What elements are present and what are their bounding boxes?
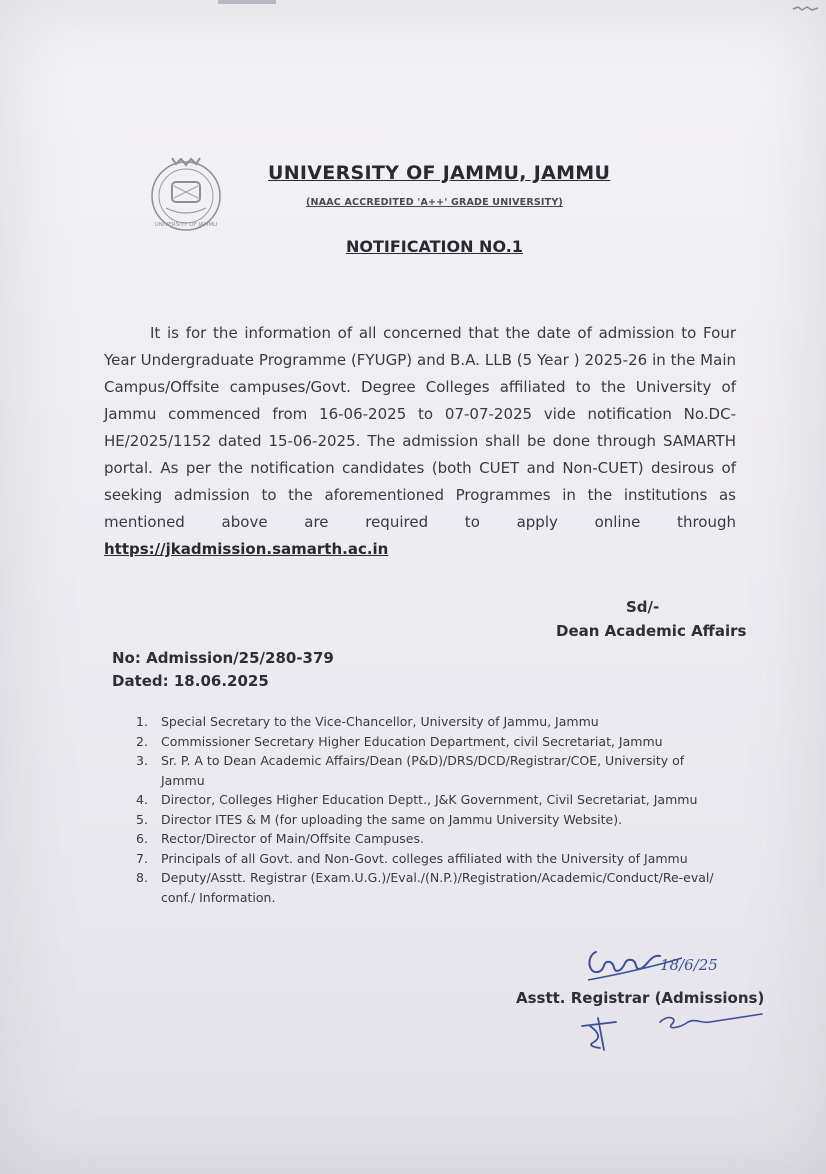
signed-mark: Sd/- bbox=[626, 598, 660, 616]
registrar-designation: Asstt. Registrar (Admissions) bbox=[516, 989, 765, 1007]
list-item: 6. Rector/Director of Main/Offsite Campuses. bbox=[136, 831, 424, 846]
notification-title: NOTIFICATION NO.1 bbox=[346, 237, 523, 256]
list-item: 8. Deputy/Asstt. Registrar (Exam.U.G.)/Eval./(N.P.)/Registration/Academic/Conduct/Re-eval/ conf./ Information. bbox=[136, 870, 714, 905]
body-paragraph: It is for the information of all concerned that the date of admission to Four Year Undergraduate Programme (FYUGP) and B.A. LLB (5 Year ) 2025-26 in the Main Campus/Offsite campuses/Govt. Degree Colleges affiliated to the University of Jammu commenced from 16-06-2025 to 07-07-2025 vide notification No.DC-HE/2025/1152 dated 15-06-2025. The admission shall be done through SAMARTH portal. As per the notification candidates (both CUET and Non-CUET) desirous of seeking admission to the aforementioned Programmes in the institutions as mentioned above are required to apply online through bbox=[104, 324, 736, 531]
copy-to-list bbox=[136, 712, 726, 907]
admission-portal-link[interactable]: https://jkadmission.samarth.ac.in bbox=[104, 540, 389, 558]
accreditation-line: (NAAC ACCREDITED 'A++' GRADE UNIVERSITY) bbox=[306, 197, 563, 208]
top-edge-mark bbox=[218, 0, 276, 5]
signatory-designation: Dean Academic Affairs bbox=[556, 622, 747, 640]
university-title: UNIVERSITY OF JAMMU, JAMMU bbox=[268, 162, 611, 184]
handwritten-initials bbox=[576, 1010, 766, 1056]
reference-number: No: Admission/25/280-379 bbox=[112, 649, 334, 667]
list-item: 2. Commissioner Secretary Higher Education Department, civil Secretariat, Jammu bbox=[136, 733, 663, 749]
list-item: 7. Principals of all Govt. and Non-Govt. colleges affiliated with the University of Jammu bbox=[136, 850, 688, 866]
notification-body bbox=[104, 320, 736, 563]
svg-text:18/6/25: 18/6/25 bbox=[660, 956, 718, 974]
registrar-signature bbox=[582, 930, 722, 986]
svg-text:UNIVERSITY OF JAMMU: UNIVERSITY OF JAMMU bbox=[154, 222, 218, 228]
list-item: 3. Sr. P. A to Dean Academic Affairs/Dean (P&D)/DRS/DCD/Registrar/COE, University of Jammu bbox=[136, 753, 685, 788]
university-seal-icon bbox=[148, 156, 224, 232]
list-item: 4. Director, Colleges Higher Education Deptt., J&K Government, Civil Secretariat, Jammu bbox=[136, 792, 698, 807]
list-item: 5. Director ITES & M (for uploading the same on Jammu University Website). bbox=[136, 811, 623, 827]
reference-date: Dated: 18.06.2025 bbox=[112, 672, 269, 690]
corner-stamp-mark bbox=[792, 4, 820, 14]
list-item: 1. Special Secretary to the Vice-Chancellor, University of Jammu, Jammu bbox=[136, 714, 599, 729]
